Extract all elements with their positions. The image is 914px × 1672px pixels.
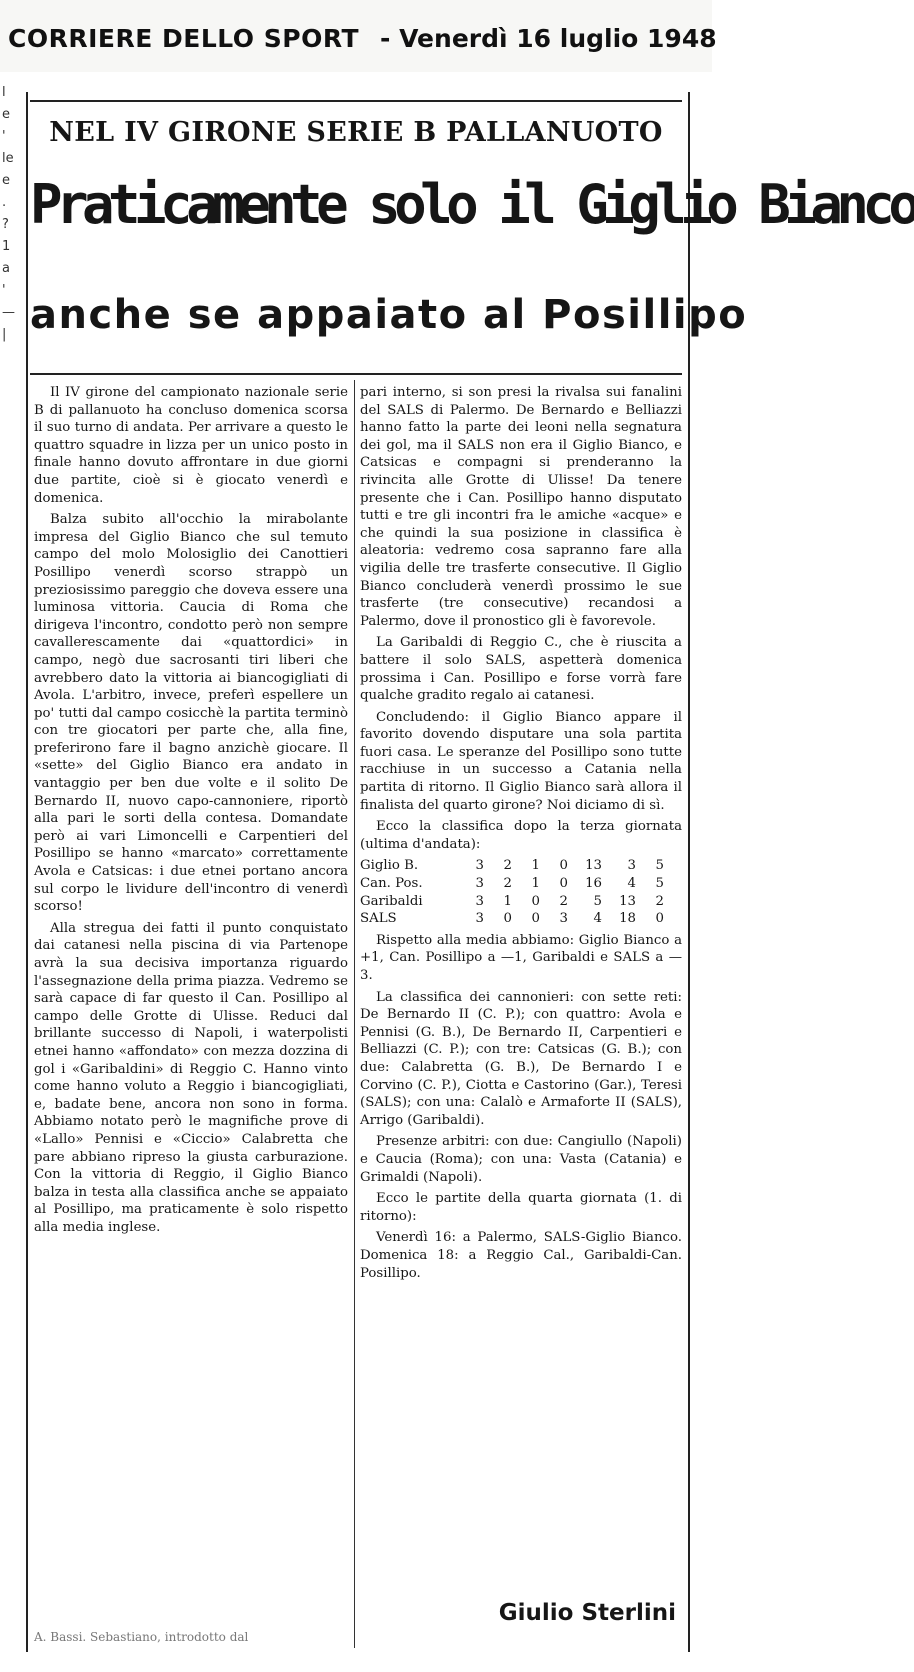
stat-cell: 2 — [503, 876, 512, 892]
headline-rule — [30, 373, 682, 375]
stat-cell: 2 — [655, 893, 664, 909]
paragraph: Presenze arbitri: con due: Cangiullo (Napoli) e Caucia (Roma); con una: Vasta (Catania) e Grimaldi (Napoli). — [360, 1134, 682, 1185]
column-divider — [354, 380, 355, 1648]
masthead — [0, 0, 717, 72]
table-row — [360, 910, 682, 928]
stat-cell: 18 — [619, 911, 636, 927]
team-name: Garibaldi — [360, 893, 423, 909]
stat-cell: 16 — [585, 876, 602, 892]
team-name: Giglio B. — [360, 858, 419, 874]
left-footer-fragment: A. Bassi. Sebastiano, introdotto dal — [34, 1630, 249, 1644]
article-kicker: NEL IV GIRONE SERIE B PALLANUOTO — [49, 117, 663, 148]
standings-table — [360, 857, 682, 927]
stat-cell: 3 — [475, 893, 484, 909]
margin-mark: . — [2, 195, 7, 210]
paragraph: Alla stregua dei fatti il punto conquistato dai catanesi nella piscina di via Partenope avrà la sua decisiva importanza riguardo l'assegnazione della prima piazza. Vedremo se sarà capace di far questo il Can. Posillipo al campo delle Grotte di Ulisse. Reduci dal brillante successo di Napoli, i waterpolisti etnei hanno «affondato» con mezza dozzina di gol i «Garibaldini» di Reggio C. Hanno vinto come hanno voluto a Reggio i biancogigliati, e, badate bene, ancora non sono in forma. Abbiamo notato però le magnifiche prove di «Lallo» Pennisi e «Ciccio» Calabretta che pare abbiano ripreso la giusta carburazione. Con la vittoria di Reggio, il Giglio Bianco balza in testa alla classifica anche se appaiato al Posillipo, ma praticamente è solo rispetto alla media inglese. — [34, 920, 348, 1235]
stat-cell: 0 — [655, 911, 664, 927]
stat-cell: 0 — [559, 876, 568, 892]
issue-date: - Venerdì 16 luglio 1948 — [380, 24, 717, 53]
table-row — [360, 875, 682, 893]
stat-cell: 2 — [559, 893, 568, 909]
top-rule — [30, 100, 682, 102]
left-column — [34, 384, 348, 1648]
stat-cell: 0 — [559, 858, 568, 874]
table-row — [360, 857, 682, 875]
margin-mark: 1 — [2, 239, 11, 254]
margin-mark: e — [2, 107, 10, 122]
stat-cell: 1 — [503, 893, 512, 909]
margin-mark: e — [2, 173, 10, 188]
article-subhead: anche se appaiato al Posillipo — [30, 292, 748, 338]
margin-mark: ? — [2, 217, 9, 232]
margin-mark: ' — [2, 129, 6, 144]
stat-cell: 4 — [627, 876, 636, 892]
stat-cell: 3 — [475, 858, 484, 874]
stat-cell: 5 — [655, 876, 664, 892]
team-name: SALS — [360, 911, 397, 927]
stat-cell: 4 — [593, 911, 602, 927]
team-name: Can. Pos. — [360, 876, 423, 892]
paragraph: pari interno, si son presi la rivalsa sui fanalini del SALS di Palermo. De Bernardo e Belliazzi hanno fatto la parte dei leoni nella segnatura dei gol, ma il SALS non era il Giglio Bianco, e Catsicas e compagni si prenderanno la rivincita alle Grotte di Ulisse! Da tenere presente che i Can. Posillipo hanno disputato tutti e tre gli incontri fra le amiche «acque» e che quindi la sua posizione in classifica è aleatoria: vedremo cosa sapranno fare alla vigilia delle tre trasferte consecutive. Il Giglio Bianco concluderà venerdì prossimo le sue trasferte (tre consecutive) recandosi a Palermo, dove il pronostico gli è favorevole. — [360, 385, 682, 629]
stat-cell: 3 — [627, 858, 636, 874]
margin-mark: — — [2, 305, 15, 320]
margin-mark: le — [2, 151, 14, 166]
paragraph: La classifica dei cannonieri: con sette reti: De Bernardo II (C. P.); con quattro: Avola e Pennisi (G. B.), De Bernardo II, Carpentieri e Belliazzi (C. P.); con tre: Catsicas (G. B.); con due: Calabretta (G. B.), De Bernardo I e Corvino (C. P.), Ciotta e Castorino (Gar.), Teresi (SALS); con una: Calalò e Armaforte II (SALS), Arrigo (Garibaldi). — [360, 989, 682, 1128]
stat-cell: 5 — [655, 858, 664, 874]
paragraph: La Garibaldi di Reggio C., che è riuscita a battere il solo SALS, aspetterà domenica prossima i Can. Posillipo e forse vorrà fare qualche gradito regalo ai catanesi. — [360, 635, 682, 704]
margin-mark: | — [2, 327, 7, 342]
margin-mark: l — [2, 85, 6, 100]
paragraph: Il IV girone del campionato nazionale serie B di pallanuoto ha concluso domenica scorsa il suo turno di andata. Per arrivare a questo le quattro squadre in lizza per un unico posto in finale hanno dovuto affrontare in due giorni due partite, cioè si è giocato venerdì e domenica. — [34, 385, 348, 506]
stat-cell: 13 — [585, 858, 602, 874]
stat-cell: 2 — [503, 858, 512, 874]
stat-cell: 5 — [593, 893, 602, 909]
stat-cell: 3 — [559, 911, 568, 927]
margin-bleed-marks — [2, 82, 20, 662]
stat-cell: 0 — [503, 911, 512, 927]
paragraph: Ecco la classifica dopo la terza giornata (ultima d'andata): — [360, 819, 682, 852]
stat-cell: 0 — [531, 911, 540, 927]
article-headline: Praticamente solo il Giglio Bianco — [30, 173, 914, 236]
paragraph: Concludendo: il Giglio Bianco appare il favorito dovendo disputare una sola partita fuori casa. Le speranze del Posillipo sono tutte racchiuse in un successo a Catania nella partita di ritorno. Il Giglio Bianco sarà allora il finalista del quarto girone? Noi diciamo di sì. — [360, 709, 682, 813]
stat-cell: 13 — [619, 893, 636, 909]
newspaper-name: CORRIERE DELLO SPORT — [8, 24, 360, 53]
paragraph: Ecco le partite della quarta giornata (1. di ritorno): — [360, 1191, 682, 1224]
margin-mark: a — [2, 261, 10, 276]
stat-cell: 0 — [531, 893, 540, 909]
paragraph: Venerdì 16: a Palermo, SALS-Giglio Bianco. Domenica 18: a Reggio Cal., Garibaldi-Can. Posillipo. — [360, 1230, 682, 1281]
margin-mark: ' — [2, 283, 6, 298]
stat-cell: 1 — [531, 858, 540, 874]
paragraph: Rispetto alla media abbiamo: Giglio Bianco a +1, Can. Posillipo a —1, Garibaldi e SALS a —3. — [360, 932, 682, 983]
author-signature: Giulio Sterlini — [498, 1600, 676, 1626]
stat-cell: 1 — [531, 876, 540, 892]
stat-cell: 3 — [475, 911, 484, 927]
table-row — [360, 893, 682, 911]
stat-cell: 3 — [475, 876, 484, 892]
right-column — [360, 384, 682, 1648]
paragraph: Balza subito all'occhio la mirabolante impresa del Giglio Bianco che sul temuto campo del molo Molosiglio dei Canottieri Posillipo venerdì scorso strappò un preziosissimo pareggio che doveva essere una luminosa vittoria. Caucia di Roma che dirigeva l'incontro, condotto però non sempre cavallerescamente dai «quattordici» in campo, negò due sacrosanti tiri liberi che avrebbero dato la vittoria ai biancogigliati di Avola. L'arbitro, invece, preferì espellere un po' tutti dal campo cosicchè la partita terminò con tre giocatori per parte che, alla fine, preferirono fare il bagno anzichè giocare. Il «sette» del Giglio Bianco era andato in vantaggio per ben due volte e il solito De Bernardo II, nuovo capo-cannoniere, riportò alla pari le sorti della contesa. Domandate però ai vari Limoncelli e Carpentieri del Posillipo se hanno «marcato» correttamente Avola e Catsicas: i due etnei portano ancora sul corpo le lividure dell'incontro di venerdì scorso! — [34, 512, 348, 915]
